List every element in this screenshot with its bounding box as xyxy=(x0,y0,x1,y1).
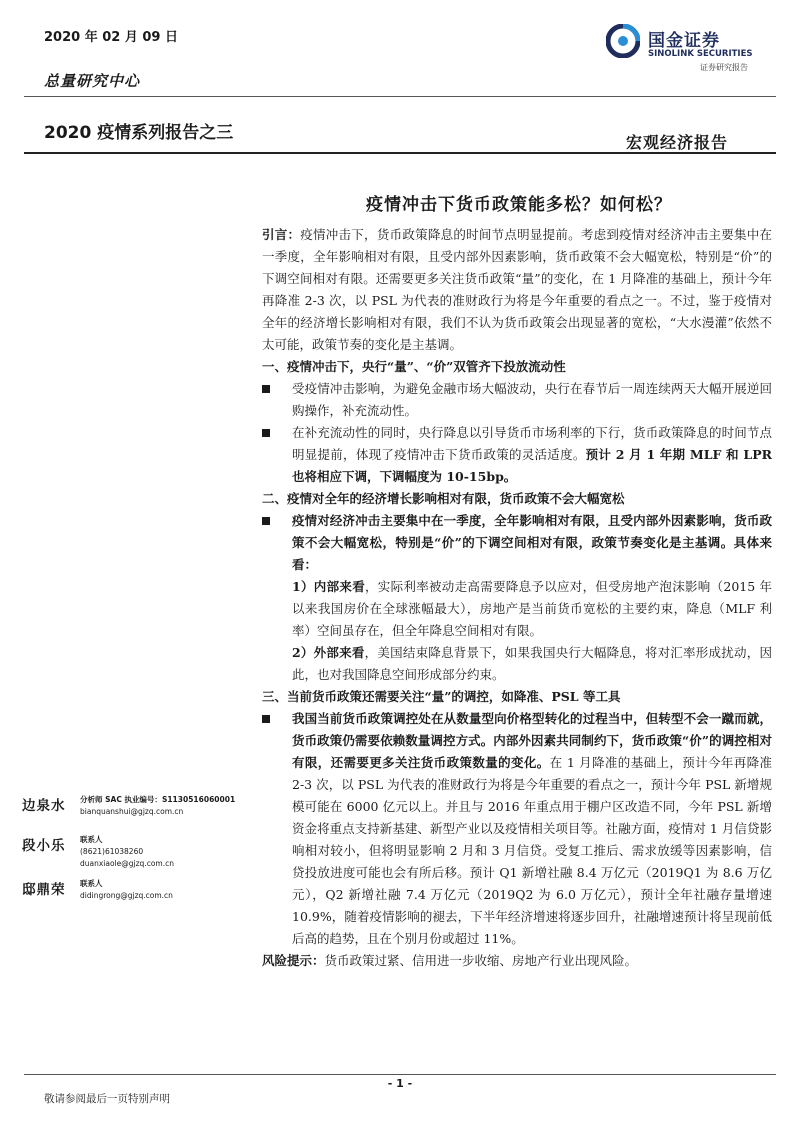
risk-notice xyxy=(262,950,772,972)
logo-chinese-name: 国金证券 xyxy=(648,31,720,51)
analyst-phone: (8621)61038260 xyxy=(80,847,144,856)
analyst-email[interactable]: duanxiaole@gjzq.com.cn xyxy=(80,859,174,868)
bullet-item xyxy=(262,378,772,422)
intro-paragraph xyxy=(262,224,772,356)
risk-label: 风险提示： xyxy=(262,953,325,968)
analyst-info xyxy=(80,878,173,902)
bullet-bold-text: 我国当前货币政策调控处在从数量型向价格型转化的过程当中，但转型不会一蹴而就，货币政策仍需要依赖数量调控方式。内部外因素共同制约下，货币政策“价”的调控相对有限，还需要更多关注货币政策数量的变化。 xyxy=(292,711,772,770)
footer-divider xyxy=(24,1074,776,1075)
analyst-info xyxy=(80,834,174,870)
analyst-email[interactable]: bianquanshui@gjzq.com.cn xyxy=(80,807,184,816)
section-heading-2: 二、疫情对全年的经济增长影响相对有限，货币政策不会大幅宽松 xyxy=(262,491,625,506)
report-type: 宏观经济报告 xyxy=(626,133,729,152)
analyst-entry xyxy=(22,832,252,876)
report-date: 2020 年 02 月 09 日 xyxy=(44,30,178,45)
section-heading-1: 一、疫情冲击下，央行“量”、“价”双管齐下投放流动性 xyxy=(262,359,566,374)
sub-point-number: 2） xyxy=(292,645,314,660)
report-body xyxy=(262,224,772,972)
report-series: 2020 疫情系列报告之三 xyxy=(44,123,234,143)
analyst-name: 邸鼎荣 xyxy=(22,882,66,898)
bullet-text: 在补充流动性的同时，央行降息以引导货币市场利率的下行，货币政策降息的时间节点明显提前，体现了疫情冲击下货币政策的灵活适度。 xyxy=(292,425,772,462)
sub-point-label: 外部来看 xyxy=(313,645,365,660)
sub-point xyxy=(262,642,772,686)
analyst-role: 分析师 SAC 执业编号： xyxy=(80,795,162,804)
analyst-role: 联系人 xyxy=(80,879,103,888)
title-divider xyxy=(24,152,776,154)
analyst-email[interactable]: didingrong@gjzq.com.cn xyxy=(80,891,173,900)
bullet-bold-text: 预计 2 月 1 年期 MLF 和 LPR 也将相应下调，下调幅度为 10-15bp。 xyxy=(292,447,772,484)
square-bullet-icon xyxy=(262,715,270,723)
sub-point-text: ，美国结束降息背景下，如果我国央行大幅降息，将对汇率形成扰动，因此，也对我国降息空间形成部分约束。 xyxy=(292,645,772,682)
research-center: 总量研究中心 xyxy=(44,72,141,90)
logo-english-name: SINOLINK SECURITIES xyxy=(648,49,753,59)
bullet-bold-text: 疫情对经济冲击主要集中在一季度，全年影响相对有限，且受内部外因素影响，货币政策不会大幅宽松，特别是“价”的下调空间相对有限，政策节奏变化是主基调。具体来看： xyxy=(292,513,772,572)
bullet-text: 受疫情冲击影响，为避免金融市场大幅波动，央行在春节后一周连续两天大幅开展逆回购操作，补充流动性。 xyxy=(292,381,772,418)
risk-text: 货币政策过紧、信用进一步收缩、房地产行业出现风险。 xyxy=(324,953,638,968)
bullet-item xyxy=(262,422,772,488)
report-title: 疫情冲击下货币政策能多松？如何松？ xyxy=(366,195,672,215)
section-heading-3: 三、当前货币政策还需要关注“量”的调控，如降准、PSL 等工具 xyxy=(262,689,621,704)
analyst-entry xyxy=(22,792,252,832)
bullet-text: 在 1 月降准的基础上，预计今年再降准 2-3 次，以 PSL 为代表的准财政行为将是今年重要的看点之一，预计今年 PSL 新增规模可能在 6000 亿元以上。并且与 2016 年重点用于棚户区改造不同，今年 PSL 新增资金将重点支持新基建、新型产业以及疫情相关项目等。社融方面，疫情对 1 月信贷影响相对较小，但将明显影响 2 月和 3 月信贷。受复工推后、需求放缓等因素影响，信贷投放进度可能也会有所后移。预计 Q1 新增社融 8.4 万亿元（2019Q1 为 8.6 万亿元），Q2 新增社融 7.4 万亿元（2019Q2 为 6.0 万亿元），预计全年社融存量增速 10.9%，随着疫情影响的褪去，下半年经济增速将逐步回升，社融增速预计将呈现前低后高的趋势，且在个别月份或超过 11%。 xyxy=(292,755,772,946)
sub-point-number: 1） xyxy=(292,579,314,594)
analyst-name: 边泉水 xyxy=(22,798,66,814)
page-number: - 1 - xyxy=(387,1077,413,1090)
analyst-entry xyxy=(22,876,252,916)
square-bullet-icon xyxy=(262,517,270,525)
intro-text: 疫情冲击下，货币政策降息的时间节点明显提前。考虑到疫情对经济冲击主要集中在一季度，全年影响相对有限，且受内部外因素影响，货币政策不会大幅宽松，特别是“价”的下调空间相对有限。还需要更多关注货币政策“量”的变化，在 1 月降准的基础上，预计今年再降准 2-3 次，以 PSL 为代表的准财政行为将是今年重要的看点之一。不过，鉴于疫情对全年的经济增长影响相对有限，我们不认为货币政策会出现显著的宽松，“大水漫灌”依然不太可能，政策节奏的变化是主基调。 xyxy=(262,227,772,352)
bullet-item xyxy=(262,510,772,576)
analyst-sac-number: S1130516060001 xyxy=(161,795,236,804)
disclaimer-note: 敬请参阅最后一页特别声明 xyxy=(44,1093,170,1105)
analyst-info xyxy=(80,794,235,818)
analyst-role: 联系人 xyxy=(80,835,103,844)
sub-point-text: ，实际利率被动走高需要降息予以应对，但受房地产泡沫影响（2015 年以来我国房价在全球涨幅最大），房地产是当前货币宽松的主要约束，降息（MLF 利率）空间虽存在，但全年降息空间相对有限。 xyxy=(292,579,772,638)
analyst-name: 段小乐 xyxy=(22,838,66,854)
header-divider xyxy=(24,96,776,97)
logo-subtitle: 证券研究报告 xyxy=(700,63,748,72)
bullet-item xyxy=(262,708,772,950)
square-bullet-icon xyxy=(262,429,270,437)
sinolink-logo-icon xyxy=(606,24,640,58)
intro-label: 引言： xyxy=(262,227,301,242)
analyst-list xyxy=(22,792,252,916)
sub-point xyxy=(262,576,772,642)
sub-point-label: 内部来看 xyxy=(313,579,365,594)
square-bullet-icon xyxy=(262,385,270,393)
